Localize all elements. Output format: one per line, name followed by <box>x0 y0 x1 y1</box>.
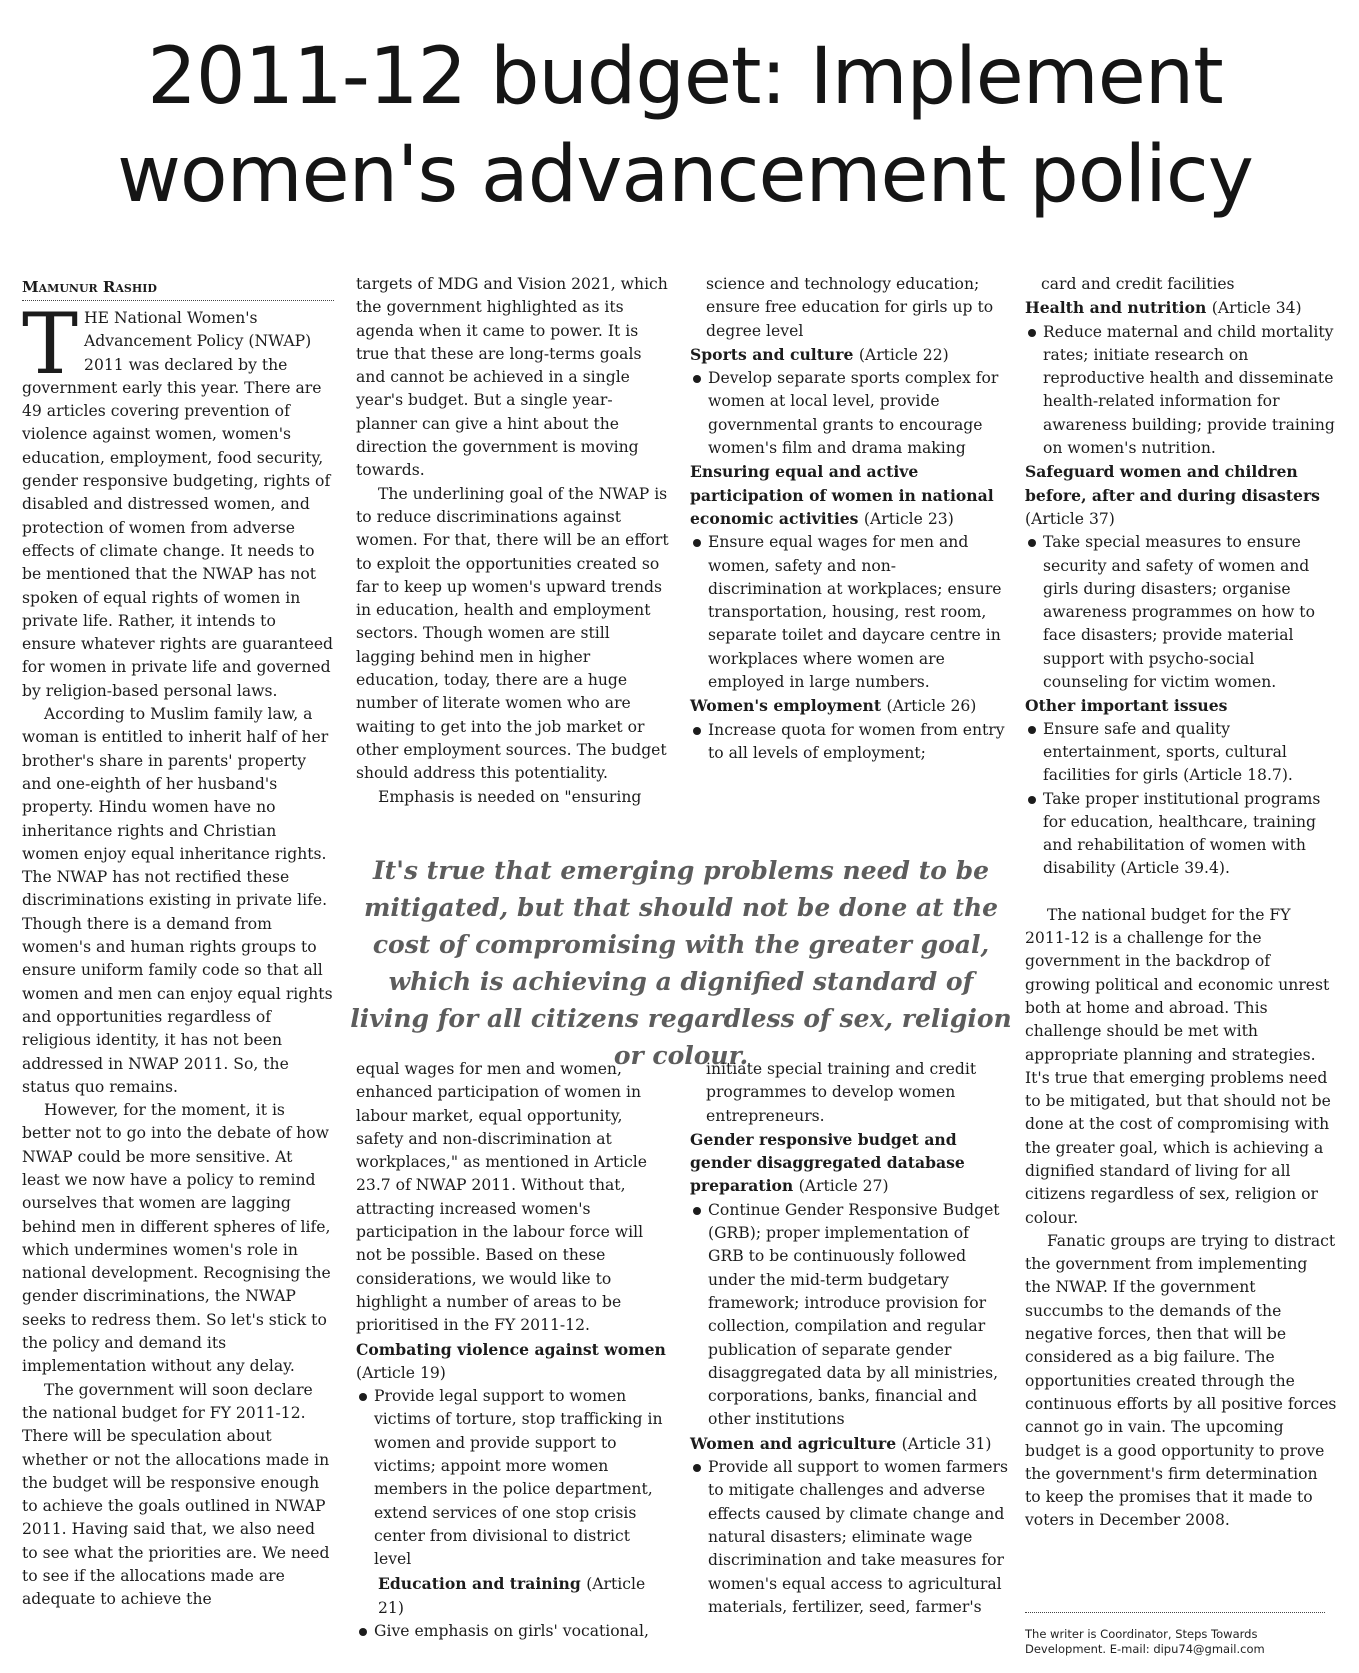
section-heading: Other important issues <box>1025 696 1228 716</box>
bullet-list <box>1025 531 1337 694</box>
headline <box>40 28 1330 224</box>
article-ref: (Article 26) <box>886 697 977 716</box>
continued-bullet-text: science and technology education; ensure free education for girls up to degree level <box>706 275 994 340</box>
bullet-list <box>690 1456 1008 1619</box>
heading-text: Women and agriculture <box>690 1433 897 1453</box>
article-ref: (Article 23) <box>863 509 954 528</box>
article-ref: (Article 19) <box>356 1363 446 1382</box>
article-ref: (Article 34) <box>1211 299 1302 318</box>
section-heading <box>690 1128 1008 1199</box>
section-heading <box>356 1338 670 1386</box>
section-heading <box>690 694 1008 718</box>
body-paragraph: Fanatic groups are trying to distract the government from implementing the NWAP. If the government succumbs to the demands of the negative forces, then that will be considered as a big failure. The opportunities created through the continuous efforts by all positive forces cannot go in vain. The upcoming budget is a good opportunity to prove the government's firm determination to keep the promises that it made to voters in December 2008. <box>1025 1231 1337 1530</box>
body-paragraph: equal wages for men and women, enhanced participation of women in labour market, equal opportunity, safety and non-discrimination at workplaces," as mentioned in Article 23.7 of NWAP 2011. Without that, attracting increased women's participation in the labour force will not be possible. Based on these considerations, we would like to highlight a number of areas to be prioritised in the FY 2011-12. <box>356 1060 648 1335</box>
heading-text: Combating violence against women <box>356 1339 666 1359</box>
body-paragraph: The government will soon declare the national budget for FY 2011-12. There will be speculation about whether or not the allocations made in the budget will be responsive enough to achieve the goals outlined in NWAP 2011. Having said that, we also need to see what the priorities are. We need to see if the allocations made are adequate to achieve the <box>22 1380 330 1609</box>
body-paragraph: The national budget for the FY 2011-12 is a challenge for the government in the backdrop of growing political and economic unrest both at home and abroad. This challenge should be met with appropriate planning and strategies. It's true that emerging problems need to be mitigated, but that should not be done at the cost of compromising with the greater goal, which is achieving a dignified standard of living for all citizens regardless of sex, religion or colour. <box>1025 905 1331 1227</box>
body-paragraph: According to Muslim family law, a woman is entitled to inherit half of her brother's share in parents' property and one-eighth of her husband's property. Hindu women have no inheritance rights and Christian women enjoy equal inheritance rights. The NWAP has not rectified these discriminations existing in private life. Though there is a demand from women's and human rights groups to ensure uniform family code so that all women and men can enjoy equal rights and opportunities regardless of religious identity, it has not been addressed in NWAP 2011. So, the status quo remains. <box>22 705 333 1096</box>
list-item: Continue Gender Responsive Budget (GRB); proper implementation of GRB to be continuously followed under the mid-term budgetary framework; introduce provision for collection, compilation and regular publication of separate gender disaggregated data by all ministries, corporations, banks, financial and other institutions <box>690 1199 1008 1432</box>
pull-quote: It's true that emerging problems need to be mitigated, but that should not be done at the cost of compromising with the greater goal, which is achieving a dignified standard of living for all citizens regardless of sex, religion or colour. <box>350 856 1012 1070</box>
headline-line-1: 2011-12 budget: Implement <box>147 32 1223 122</box>
bullet-list <box>690 531 1008 694</box>
article-ref: (Article 27) <box>798 1177 889 1196</box>
intro-paragraph <box>22 295 334 703</box>
heading-text: Ensuring equal and active participation of women in national economic activities <box>690 462 994 528</box>
author-credit: The writer is Coordinator, Steps Towards Development. E-mail: dipu74@gmail.com <box>1025 1612 1325 1657</box>
article-ref: (Article 31) <box>901 1434 992 1453</box>
byline: Mamunur Rashid <box>22 276 334 301</box>
drop-cap: T <box>22 295 79 393</box>
bullet-list <box>1025 321 1337 461</box>
list-item: Take proper institutional programs for education, healthcare, training and rehabilitation of women with disability (Article 39.4). <box>1025 788 1337 881</box>
column-2-bottom <box>356 1058 670 1643</box>
body-paragraph: Emphasis is needed on "ensuring <box>378 787 642 806</box>
continued-bullet-text: initiate special training and credit programmes to develop women entrepreneurs. <box>706 1060 977 1125</box>
heading-text: Safeguard women and children before, after and during disasters <box>1025 462 1320 505</box>
section-heading <box>1025 460 1337 531</box>
list-item: Give emphasis on girls' vocational, <box>356 1620 670 1643</box>
article-ref: (Article 37) <box>1025 509 1115 528</box>
list-item: Take special measures to ensure security and safety of women and girls during disasters; organise awareness programmes on how to face disasters; provide material support with psycho-social counseling for victim women. <box>1025 531 1337 694</box>
section-heading <box>690 460 1008 531</box>
column-1 <box>22 276 334 1612</box>
heading-text: Sports and culture <box>690 344 854 364</box>
bullet-list <box>690 367 1008 460</box>
heading-text: Education and training <box>378 1573 581 1593</box>
column-2-top <box>356 273 670 809</box>
bullet-list <box>1025 718 1337 881</box>
list-item: Reduce maternal and child mortality rates; initiate research on reproductive health and disseminate health-related information for awareness building; provide training on women's nutrition. <box>1025 321 1337 461</box>
list-item: Increase quota for women from entry to all levels of employment; <box>690 719 1008 766</box>
bullet-list <box>356 1385 670 1571</box>
column-3-bottom <box>690 1058 1008 1619</box>
list-item: Provide all support to women farmers to mitigate challenges and adverse effects caused by climate change and natural disasters; eliminate wage discrimination and take measures for women's equal access to agricultural materials, fertilizer, seed, farmer's <box>690 1456 1008 1619</box>
heading-text: Health and nutrition <box>1025 298 1207 318</box>
column-4 <box>1025 273 1337 1533</box>
section-heading <box>690 343 1008 367</box>
body-paragraph: However, for the moment, it is better not to go into the debate of how NWAP could be more sensitive. At least we now have a policy to remind ourselves that women are lagging behind men in different spheres of life, which undermines women's role in national development. Recognising the gender discriminations, the NWAP seeks to redress them. So let's stick to the policy and demand its implementation without any delay. <box>22 1101 331 1376</box>
list-item: Ensure safe and quality entertainment, sports, cultural facilities for girls (Article 18.7). <box>1025 718 1337 788</box>
article-ref: (Article 22) <box>858 345 949 364</box>
bullet-list <box>356 1620 670 1643</box>
section-heading <box>356 1572 670 1621</box>
bullet-list <box>690 719 1008 766</box>
list-item: Provide legal support to women victims of torture, stop trafficking in women and provide support to victims; appoint more women members in the police department, extend services of one stop crisis center from divisional to district level <box>356 1385 670 1571</box>
section-heading <box>690 1432 1008 1456</box>
article-ref: (Article 21) <box>378 1574 646 1617</box>
body-paragraph: The underlining goal of the NWAP is to reduce discriminations against women. For that, there will be an effort to exploit the opportunities created so far to keep up women's upward trends in education, health and employment sectors. Though women are still lagging behind men in higher education, today, there are a huge number of literate women who are waiting to get into the job market or other employment sources. The budget should address this potentiality. <box>356 484 669 783</box>
heading-text: Gender responsive budget and gender disaggregated database preparation <box>690 1129 965 1196</box>
intro-text: HE National Women's Advancement Policy (NWAP) 2011 was declared by the government early this year. There are 49 articles covering prevention of violence against women, women's education, employment, food security, gender responsive budgeting, rights of disabled and distressed women, and protection of women from adverse effects of climate change. It needs to be mentioned that the NWAP has not spoken of equal rights of women in private life. Rather, it intends to ensure whatever rights are guaranteed for women in private life and governed by religion-based personal laws. <box>22 309 334 700</box>
list-item: Ensure equal wages for men and women, safety and non-discrimination at workplaces; ensure transportation, housing, rest room, separate toilet and daycare centre in workplaces where women are employed in large numbers. <box>690 531 1008 694</box>
continued-bullet-text: card and credit facilities <box>1041 275 1235 293</box>
list-item: Develop separate sports complex for women at local level, provide governmental grants to encourage women's film and drama making <box>690 367 1008 460</box>
body-paragraph: targets of MDG and Vision 2021, which the government highlighted as its agenda when it came to power. It is true that these are long-terms goals and cannot be achieved in a single year's budget. But a single year-planner can give a hint about the direction the government is moving towards. <box>356 275 668 480</box>
bullet-list <box>690 1199 1008 1432</box>
heading-text: Women's employment <box>690 696 882 716</box>
column-3-top <box>690 273 1008 765</box>
section-heading <box>1025 296 1337 320</box>
headline-line-2: women's advancement policy <box>117 130 1253 220</box>
